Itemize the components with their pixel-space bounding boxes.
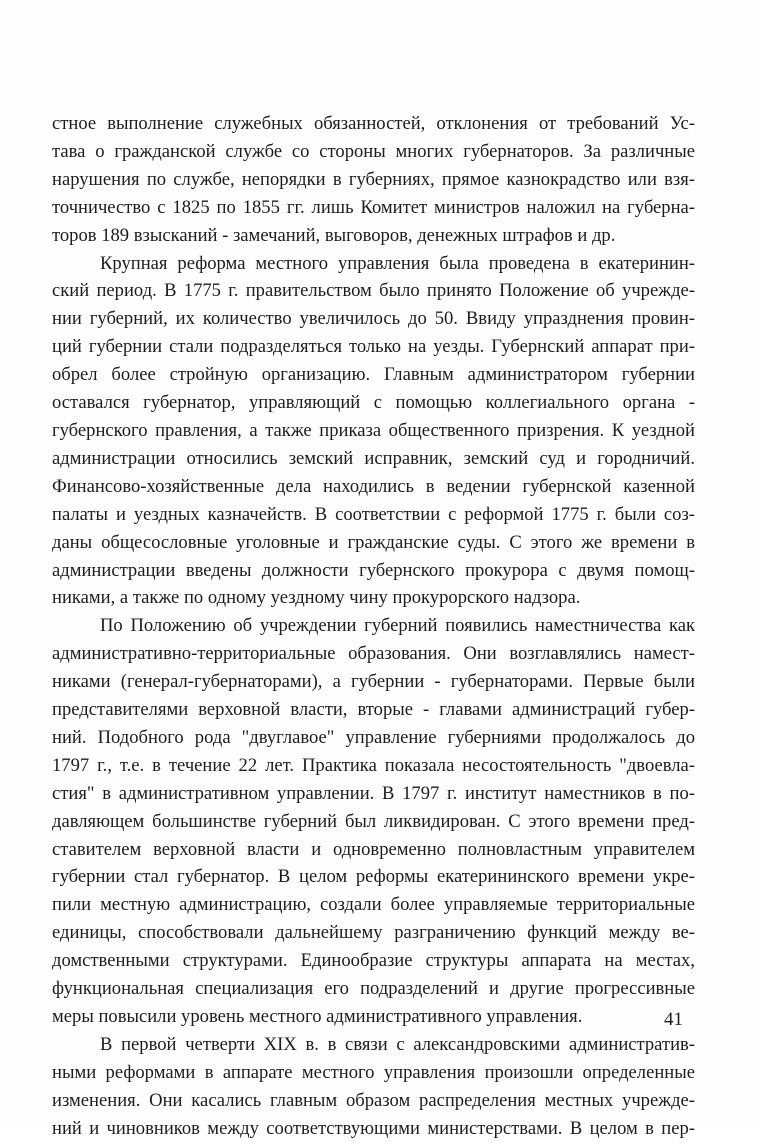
text-line: стия" в административном управлении. В 1797 г. институт наместников в по- (52, 782, 695, 804)
body-text (52, 110, 695, 1143)
text-line: ний. Подобного рода "двуглавое" управление губерниями продолжалось до (52, 726, 695, 748)
text-line: В первой четверти XIX в. в связи с александровскими административ- (100, 1033, 695, 1055)
page-number: 41 (664, 1009, 683, 1030)
text-line: палаты и уездных казначейств. В соответствии с реформой 1775 г. были соз- (52, 503, 695, 525)
text-line: 1797 г., т.е. в течение 22 лет. Практика показала несостоятельность "двоевла- (52, 754, 695, 776)
text-line: администрации введены должности губернского прокурора с двумя помощ- (52, 559, 695, 581)
text-line: ский период. В 1775 г. правительством было принято Положение об учрежде- (52, 280, 695, 302)
text-line: тава о гражданской службе со стороны многих губернаторов. За различные (52, 140, 695, 162)
text-line: администрации относились земский исправник, земский суд и городничий. (52, 447, 695, 469)
text-line: давляющем большинстве губерний был ликвидирован. С этого времени пред- (52, 810, 695, 832)
text-line: Крупная реформа местного управления была проведена в екатеринин- (100, 252, 695, 274)
text-line: оставался губернатор, управляющий с помощью коллегиального органа - (52, 392, 695, 414)
text-line: домственными структурами. Единообразие структуры аппарата на местах, (52, 950, 695, 972)
text-line: стное выполнение служебных обязанностей, отклонения от требований Ус- (52, 113, 695, 134)
text-line: никами, а также по одному уездному чину прокурорского надзора. (52, 587, 581, 609)
text-line: губернского правления, а также приказа общественного призрения. К уездной (52, 419, 695, 441)
text-line: представителями верховной власти, вторые - главами администраций губер- (52, 699, 695, 721)
text-line: обрел более стройную организацию. Главным администратором губернии (52, 364, 695, 386)
text-line: единицы, способствовали дальнейшему разграничению функций между ве- (52, 922, 695, 944)
text-line: функциональная специализация его подразделений и другие прогрессивные (52, 978, 695, 1000)
text-line: изменения. Они касались главным образом распределения местных учрежде- (52, 1089, 695, 1111)
text-line: нарушения по службе, непорядки в губерниях, прямое казнокрадство или взя- (52, 168, 695, 190)
text-line: никами (генерал-губернаторами), а губернии - губернаторами. Первые были (52, 671, 695, 693)
text-line: пили местную администрацию, создали более управляемые территориальные (52, 894, 695, 916)
text-line: ний и чиновников между соответствующими министерствами. В целом в пер- (52, 1117, 695, 1139)
text-line: нии губерний, их количество увеличилось до 50. Ввиду упразднения провин- (52, 308, 695, 330)
text-line: торов 189 взысканий - замечаний, выговоров, денежных штрафов и др. (52, 224, 616, 246)
text-line: губернии стал губернатор. В целом реформы екатерининского времени укре- (52, 866, 695, 888)
text-line: ставителем верховной власти и одновременно полновластным управителем (52, 838, 695, 860)
text-line: ными реформами в аппарате местного управления произошли определенные (52, 1061, 695, 1083)
text-line: точничество с 1825 по 1855 гг. лишь Комитет министров наложил на губерна- (52, 196, 695, 218)
text-line: ций губернии стали подразделяться только на уезды. Губернский аппарат при- (52, 336, 695, 358)
text-line: даны общесословные уголовные и гражданские суды. С этого же времени в (52, 531, 695, 553)
text-line: По Положению об учреждении губерний появились наместничества как (100, 615, 695, 637)
text-line: Финансово-хозяйственные дела находились в ведении губернской казенной (52, 475, 695, 497)
text-line: административно-территориальные образования. Они возглавлялись намест- (52, 643, 695, 665)
text-line: меры повысили уровень местного административного управления. (52, 1006, 583, 1027)
